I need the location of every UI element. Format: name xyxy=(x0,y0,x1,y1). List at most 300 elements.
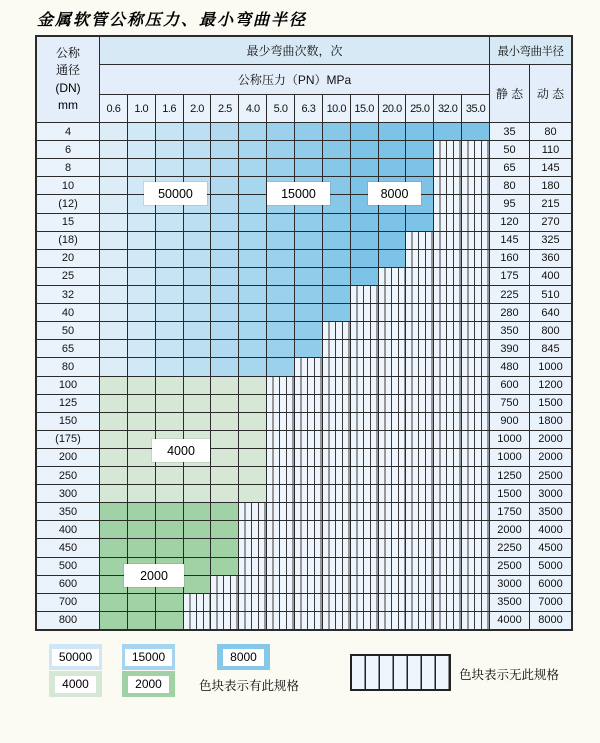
spec-cell xyxy=(295,214,322,231)
spec-cell xyxy=(295,377,322,394)
dn-cell: 700 xyxy=(37,594,99,611)
cycles-label-15000: 15000 xyxy=(267,182,330,205)
dn-cell: 20 xyxy=(37,250,99,267)
pressure-column-header: 35.0 xyxy=(462,95,489,122)
cycles-label-4000: 4000 xyxy=(152,439,210,462)
legend-chip-2000 xyxy=(122,671,175,697)
spec-cell xyxy=(295,503,322,520)
spec-cell xyxy=(379,467,406,484)
spec-cell xyxy=(128,358,155,375)
spec-cell xyxy=(406,232,433,249)
spec-cell xyxy=(239,449,266,466)
dynamic-radius-cell: 3500 xyxy=(530,503,571,520)
spec-cell xyxy=(128,304,155,321)
spec-cell xyxy=(100,395,127,412)
legend-no-spec-text: 色块表示无此规格 xyxy=(459,668,560,682)
static-radius-cell: 1500 xyxy=(490,485,529,502)
spec-cell xyxy=(406,594,433,611)
pressure-column-header: 15.0 xyxy=(351,95,378,122)
spec-cell xyxy=(239,503,266,520)
dn-cell: 40 xyxy=(37,304,99,321)
spec-cell xyxy=(267,123,294,140)
spec-cell xyxy=(239,467,266,484)
spec-cell xyxy=(128,214,155,231)
bend-times-header: 最少弯曲次数，次 xyxy=(100,37,489,64)
static-radius-cell: 50 xyxy=(490,141,529,158)
spec-cell xyxy=(211,539,238,556)
spec-cell xyxy=(239,413,266,430)
spec-cell xyxy=(379,612,406,629)
spec-cell xyxy=(434,612,461,629)
pressure-column-header: 4.0 xyxy=(239,95,266,122)
spec-cell xyxy=(379,159,406,176)
spec-cell xyxy=(351,558,378,575)
dynamic-column-header: 动 态 xyxy=(530,65,571,122)
spec-cell xyxy=(239,304,266,321)
spec-cell xyxy=(267,395,294,412)
dynamic-radius-cell: 5000 xyxy=(530,558,571,575)
dn-cell: (12) xyxy=(37,195,99,212)
spec-cell xyxy=(462,503,489,520)
dynamic-radius-cell: 145 xyxy=(530,159,571,176)
spec-cell xyxy=(379,431,406,448)
spec-cell xyxy=(462,250,489,267)
spec-cell xyxy=(351,431,378,448)
spec-cell xyxy=(100,123,127,140)
static-radius-cell: 175 xyxy=(490,268,529,285)
spec-cell xyxy=(434,123,461,140)
dynamic-radius-cell: 845 xyxy=(530,340,571,357)
spec-cell xyxy=(239,177,266,194)
spec-cell xyxy=(184,485,211,502)
spec-table xyxy=(35,35,573,631)
spec-cell xyxy=(323,159,350,176)
spec-cell xyxy=(434,594,461,611)
spec-cell xyxy=(128,431,155,448)
spec-cell xyxy=(379,214,406,231)
dynamic-radius-cell: 1500 xyxy=(530,395,571,412)
dn-cell: (18) xyxy=(37,232,99,249)
spec-cell xyxy=(239,232,266,249)
spec-cell xyxy=(239,558,266,575)
spec-cell xyxy=(100,377,127,394)
dn-cell: 6 xyxy=(37,141,99,158)
spec-cell xyxy=(211,195,238,212)
spec-cell xyxy=(128,340,155,357)
spec-cell xyxy=(184,558,211,575)
spec-cell xyxy=(406,467,433,484)
spec-cell xyxy=(379,521,406,538)
spec-cell xyxy=(211,612,238,629)
static-radius-cell: 750 xyxy=(490,395,529,412)
spec-cell xyxy=(323,413,350,430)
spec-cell xyxy=(100,214,127,231)
spec-cell xyxy=(156,268,183,285)
spec-cell xyxy=(128,322,155,339)
spec-cell xyxy=(239,250,266,267)
spec-cell xyxy=(323,539,350,556)
spec-cell xyxy=(184,395,211,412)
spec-cell xyxy=(295,594,322,611)
static-radius-cell: 95 xyxy=(490,195,529,212)
static-radius-cell: 2500 xyxy=(490,558,529,575)
spec-cell xyxy=(211,558,238,575)
spec-cell xyxy=(128,449,155,466)
dn-cell: 200 xyxy=(37,449,99,466)
pressure-column-header: 6.3 xyxy=(295,95,322,122)
spec-cell xyxy=(267,413,294,430)
spec-cell xyxy=(406,340,433,357)
spec-cell xyxy=(128,485,155,502)
spec-cell xyxy=(462,232,489,249)
dn-cell: 500 xyxy=(37,558,99,575)
static-radius-cell: 2250 xyxy=(490,539,529,556)
spec-cell xyxy=(406,558,433,575)
spec-cell xyxy=(156,539,183,556)
spec-cell xyxy=(406,521,433,538)
spec-cell xyxy=(156,377,183,394)
spec-cell xyxy=(239,358,266,375)
spec-cell xyxy=(295,304,322,321)
static-radius-cell: 4000 xyxy=(490,612,529,629)
dynamic-radius-cell: 270 xyxy=(530,214,571,231)
spec-cell xyxy=(295,358,322,375)
spec-cell xyxy=(434,177,461,194)
dynamic-radius-cell: 110 xyxy=(530,141,571,158)
spec-cell xyxy=(323,377,350,394)
spec-cell xyxy=(211,413,238,430)
spec-cell xyxy=(128,521,155,538)
static-radius-cell: 65 xyxy=(490,159,529,176)
spec-cell xyxy=(379,558,406,575)
spec-cell xyxy=(100,594,127,611)
dynamic-radius-cell: 8000 xyxy=(530,612,571,629)
spec-cell xyxy=(379,539,406,556)
spec-cell xyxy=(406,159,433,176)
spec-cell xyxy=(295,286,322,303)
spec-cell xyxy=(267,503,294,520)
spec-cell xyxy=(406,358,433,375)
spec-cell xyxy=(211,141,238,158)
spec-cell xyxy=(267,214,294,231)
dn-cell: 450 xyxy=(37,539,99,556)
dn-cell: 600 xyxy=(37,576,99,593)
spec-cell xyxy=(462,340,489,357)
spec-cell xyxy=(239,123,266,140)
spec-cell xyxy=(406,377,433,394)
spec-cell xyxy=(379,141,406,158)
spec-cell xyxy=(156,159,183,176)
spec-cell xyxy=(156,214,183,231)
spec-cell xyxy=(156,141,183,158)
spec-cell xyxy=(323,503,350,520)
static-radius-cell: 900 xyxy=(490,413,529,430)
legend-chip-50000 xyxy=(49,644,102,670)
spec-cell xyxy=(211,377,238,394)
dynamic-radius-cell: 2500 xyxy=(530,467,571,484)
spec-cell xyxy=(184,286,211,303)
legend-has-spec-text: 色块表示有此规格 xyxy=(199,679,300,693)
legend-chip-label: 8000 xyxy=(223,649,264,666)
min-bend-radius-header: 最小弯曲半径 xyxy=(490,37,571,64)
legend-no-spec-swatch xyxy=(350,654,451,691)
spec-cell xyxy=(211,594,238,611)
spec-cell xyxy=(323,340,350,357)
spec-cell xyxy=(323,594,350,611)
spec-cell xyxy=(211,214,238,231)
spec-cell xyxy=(267,250,294,267)
spec-cell xyxy=(406,449,433,466)
spec-cell xyxy=(351,485,378,502)
spec-cell xyxy=(434,431,461,448)
spec-cell xyxy=(406,503,433,520)
spec-cell xyxy=(184,377,211,394)
spec-cell xyxy=(351,521,378,538)
spec-cell xyxy=(128,232,155,249)
dynamic-radius-cell: 7000 xyxy=(530,594,571,611)
spec-cell xyxy=(379,449,406,466)
spec-cell xyxy=(128,123,155,140)
spec-cell xyxy=(462,485,489,502)
spec-cell xyxy=(267,558,294,575)
dn-cell: 250 xyxy=(37,467,99,484)
static-column-header: 静 态 xyxy=(490,65,529,122)
spec-cell xyxy=(406,395,433,412)
spec-cell xyxy=(323,286,350,303)
spec-cell xyxy=(379,594,406,611)
pressure-column-header: 5.0 xyxy=(267,95,294,122)
spec-cell xyxy=(379,304,406,321)
spec-cell xyxy=(379,232,406,249)
spec-cell xyxy=(406,141,433,158)
spec-cell xyxy=(128,612,155,629)
static-radius-cell: 120 xyxy=(490,214,529,231)
spec-cell xyxy=(267,539,294,556)
spec-cell xyxy=(128,250,155,267)
spec-cell xyxy=(351,141,378,158)
dynamic-radius-cell: 2000 xyxy=(530,449,571,466)
spec-cell xyxy=(379,485,406,502)
spec-cell xyxy=(239,268,266,285)
spec-cell xyxy=(462,449,489,466)
static-radius-cell: 480 xyxy=(490,358,529,375)
spec-cell xyxy=(462,377,489,394)
dynamic-radius-cell: 800 xyxy=(530,322,571,339)
pressure-column-header: 1.0 xyxy=(128,95,155,122)
dynamic-radius-cell: 6000 xyxy=(530,576,571,593)
spec-cell xyxy=(406,250,433,267)
dn-cell: 80 xyxy=(37,358,99,375)
spec-cell xyxy=(239,576,266,593)
nominal-pressure-header: 公称压力（PN）MPa xyxy=(100,65,489,94)
spec-cell xyxy=(239,141,266,158)
spec-cell xyxy=(211,159,238,176)
spec-cell xyxy=(351,449,378,466)
spec-cell xyxy=(434,250,461,267)
spec-cell xyxy=(156,322,183,339)
spec-cell xyxy=(406,539,433,556)
spec-cell xyxy=(100,503,127,520)
spec-cell xyxy=(406,286,433,303)
legend-chip-4000 xyxy=(49,671,102,697)
dynamic-radius-cell: 1200 xyxy=(530,377,571,394)
spec-cell xyxy=(267,485,294,502)
spec-cell xyxy=(406,322,433,339)
pressure-column-header: 32.0 xyxy=(434,95,461,122)
spec-cell xyxy=(100,195,127,212)
dn-cell: (175) xyxy=(37,431,99,448)
spec-cell xyxy=(295,268,322,285)
spec-cell xyxy=(156,521,183,538)
spec-cell xyxy=(462,612,489,629)
static-radius-cell: 1750 xyxy=(490,503,529,520)
spec-cell xyxy=(434,286,461,303)
dn-cell: 65 xyxy=(37,340,99,357)
spec-cell xyxy=(323,467,350,484)
spec-cell xyxy=(128,594,155,611)
legend-chip-label: 15000 xyxy=(125,649,172,666)
spec-cell xyxy=(323,232,350,249)
spec-cell xyxy=(100,322,127,339)
spec-cell xyxy=(267,322,294,339)
dynamic-radius-cell: 1000 xyxy=(530,358,571,375)
spec-cell xyxy=(351,612,378,629)
spec-cell xyxy=(295,576,322,593)
spec-cell xyxy=(406,268,433,285)
dn-cell: 800 xyxy=(37,612,99,629)
dynamic-radius-cell: 640 xyxy=(530,304,571,321)
dn-column-header xyxy=(37,37,99,122)
spec-cell xyxy=(239,612,266,629)
spec-cell xyxy=(351,576,378,593)
spec-cell xyxy=(434,503,461,520)
spec-cell xyxy=(379,395,406,412)
spec-cell xyxy=(184,214,211,231)
spec-cell xyxy=(267,431,294,448)
spec-cell xyxy=(351,159,378,176)
spec-cell xyxy=(351,594,378,611)
spec-cell xyxy=(323,322,350,339)
spec-cell xyxy=(351,467,378,484)
spec-cell xyxy=(267,232,294,249)
spec-cell xyxy=(351,322,378,339)
spec-cell xyxy=(100,576,127,593)
spec-cell xyxy=(156,304,183,321)
spec-cell xyxy=(462,467,489,484)
spec-cell xyxy=(462,286,489,303)
spec-cell xyxy=(434,485,461,502)
cycles-label-8000: 8000 xyxy=(368,182,421,205)
spec-cell xyxy=(267,612,294,629)
spec-cell xyxy=(184,340,211,357)
spec-cell xyxy=(100,467,127,484)
spec-cell xyxy=(156,358,183,375)
spec-cell xyxy=(323,358,350,375)
spec-cell xyxy=(434,558,461,575)
spec-cell xyxy=(211,177,238,194)
dynamic-radius-cell: 325 xyxy=(530,232,571,249)
spec-cell xyxy=(239,195,266,212)
spec-cell xyxy=(128,503,155,520)
spec-cell xyxy=(434,159,461,176)
spec-cell xyxy=(211,395,238,412)
spec-cell xyxy=(156,250,183,267)
spec-cell xyxy=(100,485,127,502)
spec-cell xyxy=(211,232,238,249)
spec-cell xyxy=(295,521,322,538)
dynamic-radius-cell: 400 xyxy=(530,268,571,285)
spec-cell xyxy=(323,485,350,502)
spec-cell xyxy=(295,449,322,466)
spec-cell xyxy=(379,322,406,339)
spec-cell xyxy=(239,485,266,502)
legend-chip-15000 xyxy=(122,644,175,670)
dynamic-radius-cell: 1800 xyxy=(530,413,571,430)
spec-cell xyxy=(295,141,322,158)
spec-cell xyxy=(239,322,266,339)
spec-cell xyxy=(156,594,183,611)
spec-cell xyxy=(211,521,238,538)
spec-cell xyxy=(128,539,155,556)
spec-cell xyxy=(156,467,183,484)
dn-cell: 25 xyxy=(37,268,99,285)
spec-cell xyxy=(239,594,266,611)
dn-header-line: (DN) xyxy=(55,80,81,95)
spec-cell xyxy=(323,268,350,285)
spec-cell xyxy=(128,141,155,158)
spec-cell xyxy=(323,612,350,629)
spec-cell xyxy=(184,268,211,285)
dynamic-radius-cell: 180 xyxy=(530,177,571,194)
spec-cell xyxy=(295,539,322,556)
spec-cell xyxy=(462,159,489,176)
spec-cell xyxy=(295,123,322,140)
spec-cell xyxy=(211,485,238,502)
spec-cell xyxy=(434,195,461,212)
spec-cell xyxy=(128,413,155,430)
legend-chip-label: 50000 xyxy=(52,649,99,666)
spec-cell xyxy=(100,449,127,466)
spec-cell xyxy=(434,449,461,466)
spec-cell xyxy=(323,141,350,158)
spec-cell xyxy=(351,232,378,249)
spec-cell xyxy=(462,539,489,556)
spec-cell xyxy=(267,286,294,303)
spec-cell xyxy=(239,395,266,412)
spec-cell xyxy=(128,286,155,303)
spec-cell xyxy=(323,214,350,231)
spec-cell xyxy=(128,159,155,176)
legend-chip-label: 2000 xyxy=(128,676,169,693)
spec-cell xyxy=(351,539,378,556)
dn-cell: 32 xyxy=(37,286,99,303)
dynamic-radius-cell: 4500 xyxy=(530,539,571,556)
page-title: 金属软管公称压力、最小弯曲半径 xyxy=(37,12,308,29)
spec-cell xyxy=(211,340,238,357)
spec-cell xyxy=(184,322,211,339)
spec-cell xyxy=(434,576,461,593)
dynamic-radius-cell: 80 xyxy=(530,123,571,140)
spec-cell xyxy=(128,395,155,412)
spec-cell xyxy=(323,449,350,466)
static-radius-cell: 35 xyxy=(490,123,529,140)
spec-cell xyxy=(239,377,266,394)
spec-cell xyxy=(239,521,266,538)
spec-cell xyxy=(184,123,211,140)
spec-cell xyxy=(156,232,183,249)
static-radius-cell: 160 xyxy=(490,250,529,267)
spec-cell xyxy=(100,431,127,448)
